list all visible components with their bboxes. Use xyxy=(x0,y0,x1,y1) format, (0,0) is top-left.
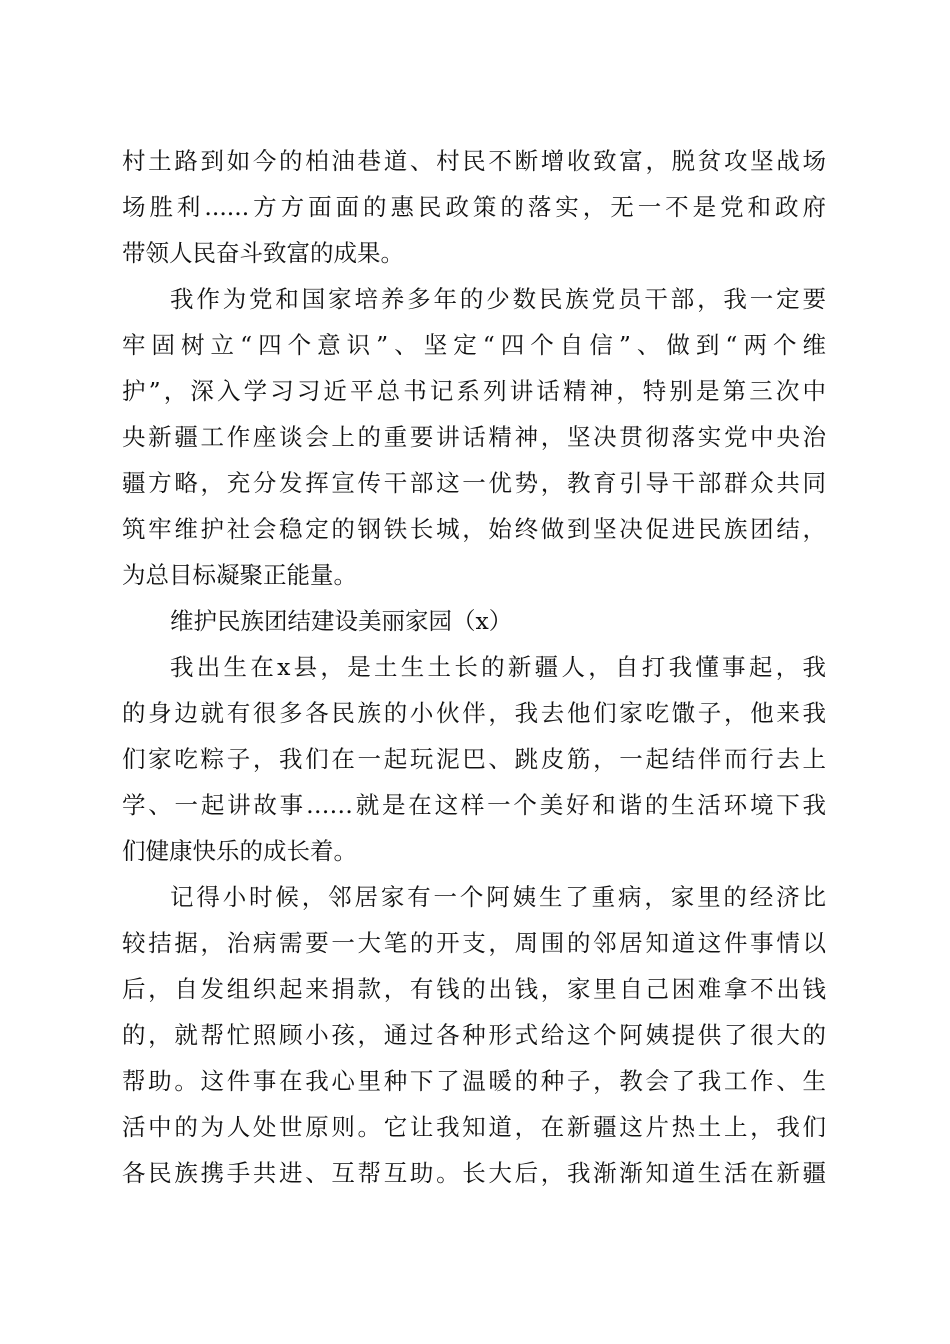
section-title: 维护民族团结建设美丽家园（x） xyxy=(170,607,513,635)
text-line: 筑牢维护社会稳定的钢铁长城，始终做到坚决促进民族团结， xyxy=(122,515,826,543)
text-line: 场胜利......方方面面的惠民政策的落实，无一不是党和政府 xyxy=(122,193,826,221)
text-line: 的，就帮忙照顾小孩，通过各种形式给这个阿姨提供了很大的 xyxy=(122,1021,826,1049)
text-line: 村土路到如今的柏油巷道、村民不断增收致富，脱贫攻坚战场 xyxy=(122,147,826,175)
text-line: 学、一起讲故事……就是在这样一个美好和谐的生活环境下我 xyxy=(122,791,826,819)
text-line: 各民族携手共进、互帮互助。长大后，我渐渐知道生活在新疆 xyxy=(122,1159,826,1187)
text-line: 后，自发组织起来捐款，有钱的出钱，家里自己困难拿不出钱 xyxy=(122,975,826,1003)
text-line: 为总目标凝聚正能量。 xyxy=(122,561,357,589)
text-line: 央新疆工作座谈会上的重要讲话精神，坚决贯彻落实党中央治 xyxy=(122,423,826,451)
text-line: 带领人民奋斗致富的成果。 xyxy=(122,239,404,267)
paragraph-first-line: 我出生在x县，是土生土长的新疆人，自打我懂事起，我 xyxy=(170,653,826,681)
text-line: 较拮据，治病需要一大笔的开支，周围的邻居知道这件事情以 xyxy=(122,929,826,957)
text-line: 们健康快乐的成长着。 xyxy=(122,837,357,865)
text-line: 的身边就有很多各民族的小伙伴，我去他们家吃馓子，他来我 xyxy=(122,699,826,727)
text-line: 帮助。这件事在我心里种下了温暖的种子，教会了我工作、生 xyxy=(122,1067,826,1095)
paragraph-first-line: 记得小时候，邻居家有一个阿姨生了重病，家里的经济比 xyxy=(170,883,826,911)
text-line: 疆方略，充分发挥宣传干部这一优势，教育引导干部群众共同 xyxy=(122,469,826,497)
text-line: 活中的为人处世原则。它让我知道，在新疆这片热土上，我们 xyxy=(122,1113,826,1141)
paragraph-first-line: 我作为党和国家培养多年的少数民族党员干部，我一定要 xyxy=(170,285,826,313)
text-line: 们家吃粽子，我们在一起玩泥巴、跳皮筋，一起结伴而行去上 xyxy=(122,745,826,773)
text-line: 牢固树立“四个意识”、坚定“四个自信”、做到“两个维 xyxy=(122,331,826,359)
text-line: 护”，深入学习习近平总书记系列讲话精神，特别是第三次中 xyxy=(122,377,826,405)
